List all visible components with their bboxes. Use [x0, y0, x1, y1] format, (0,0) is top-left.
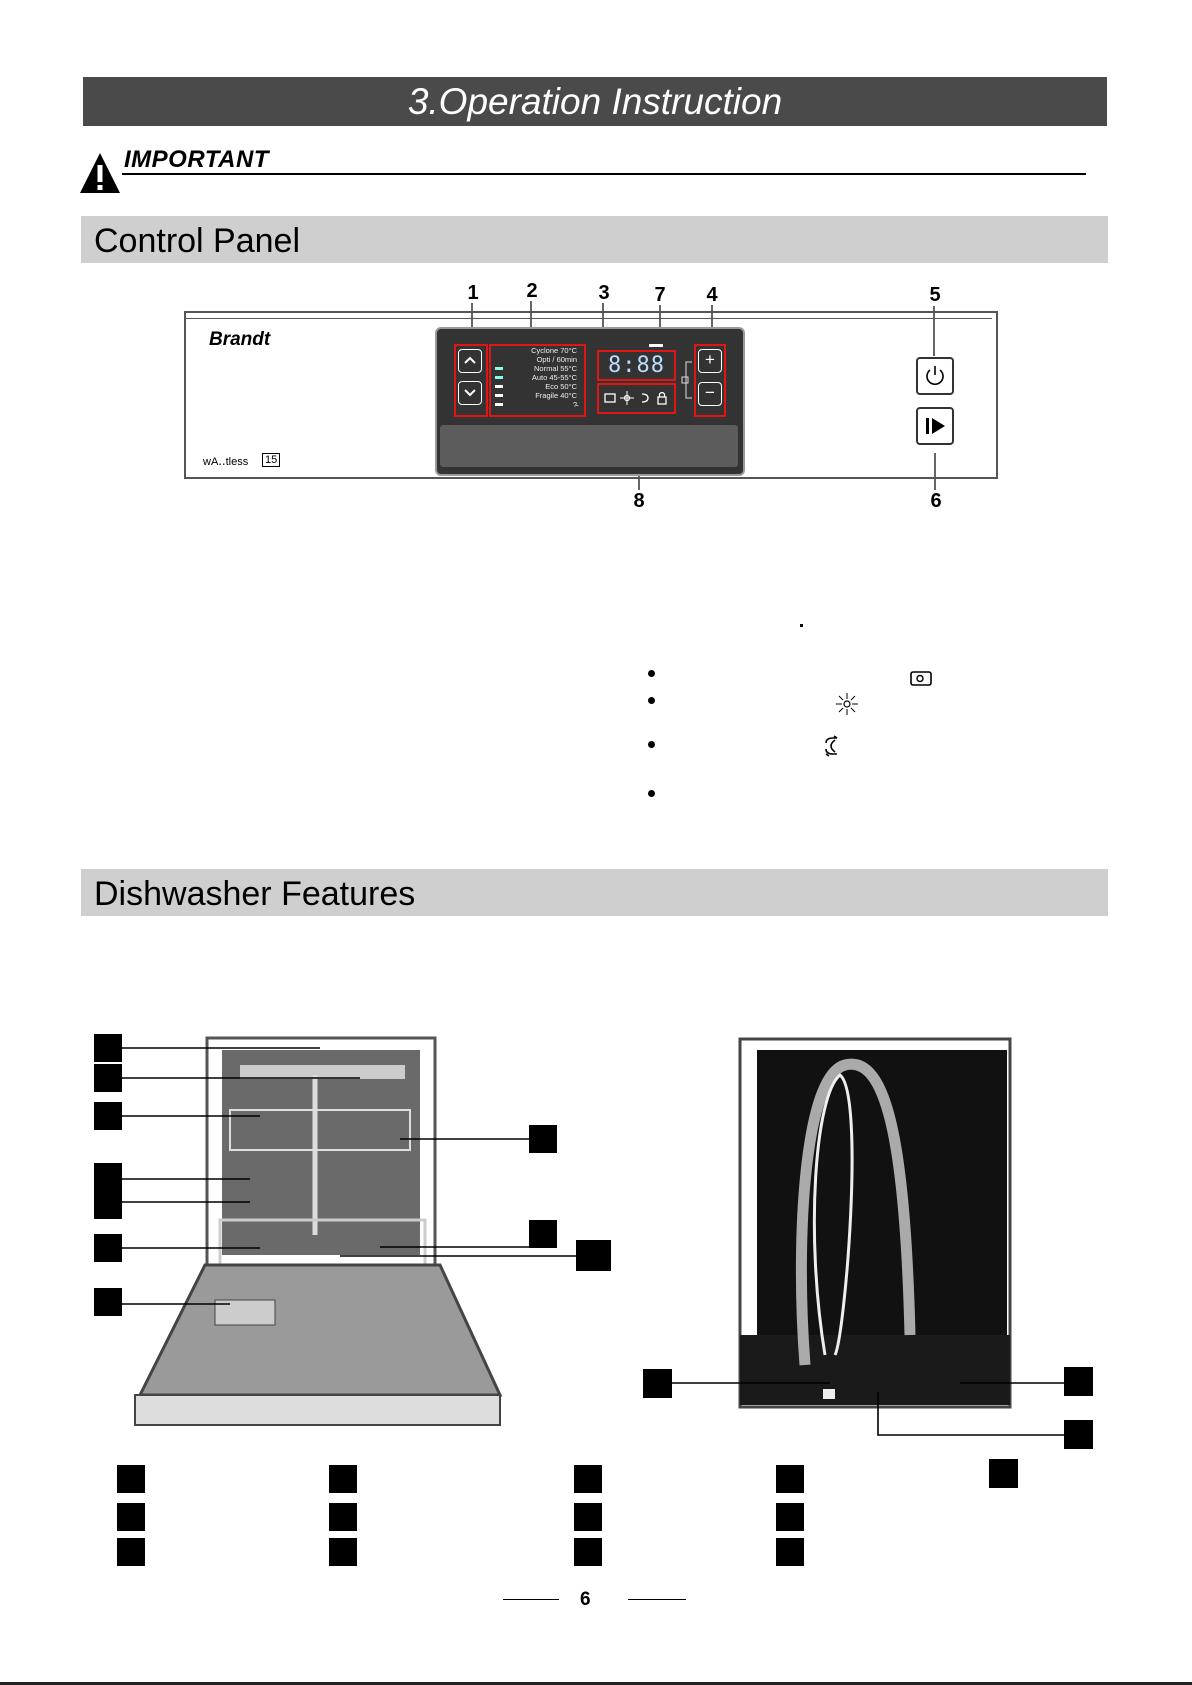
legend-marker [574, 1465, 602, 1493]
start-pause-button[interactable] [916, 407, 954, 445]
program-down-button[interactable] [458, 381, 482, 405]
bullet [648, 790, 655, 797]
important-label: IMPORTANT [124, 146, 269, 173]
time-display-value: 8:88 [608, 353, 665, 378]
rinse-icon [642, 394, 648, 402]
rinse-icon [822, 735, 842, 757]
feature-leader-lines [0, 1030, 1192, 1450]
program-item: Opti / 60min [536, 355, 577, 364]
footer-line-right [628, 1599, 686, 1600]
callout-8: 8 [633, 490, 645, 512]
dot-mark [800, 624, 803, 627]
program-item: ?̴ [495, 400, 579, 409]
callout-2: 2 [526, 280, 538, 302]
legend-marker [117, 1503, 145, 1531]
callout-1: 1 [467, 282, 479, 304]
power-icon [918, 359, 952, 393]
sun-icon [620, 391, 634, 405]
footer-line-left [503, 1599, 559, 1600]
feature-marker [643, 1369, 672, 1398]
callout-3: 3 [598, 282, 610, 304]
callout-6: 6 [930, 490, 942, 512]
callout-7: 7 [654, 284, 666, 306]
program-item: Cyclone 70°C [531, 346, 577, 355]
feature-marker [1064, 1420, 1093, 1449]
legend-marker [117, 1465, 145, 1493]
legend-marker [989, 1459, 1018, 1488]
legend-marker [329, 1538, 357, 1566]
page-title: 3.Operation Instruction [83, 77, 1107, 126]
wattless-badge: wA‥tless [203, 456, 249, 468]
bullet [648, 670, 655, 677]
legend-marker [776, 1465, 804, 1493]
features-header [81, 869, 1108, 916]
feature-marker [1064, 1367, 1093, 1396]
down-icon [460, 382, 480, 402]
bullet [648, 741, 655, 748]
display-lower-panel [440, 425, 738, 467]
start-pause-icon [918, 409, 952, 443]
program-item: Eco 50°C [495, 382, 579, 391]
tablet-icon [605, 394, 615, 402]
legend-marker [329, 1503, 357, 1531]
delay-minus-button[interactable]: − [698, 382, 722, 406]
function-indicators [597, 383, 676, 414]
callout-4: 4 [706, 284, 718, 306]
program-item: Fragile 40°C [495, 391, 579, 400]
legend-marker [117, 1538, 145, 1566]
page-number: 6 [580, 1589, 591, 1610]
features-title: Dishwasher Features [94, 875, 416, 913]
program-item: Auto 45-55°C [495, 373, 579, 382]
child-lock-bracket [680, 360, 694, 400]
place-settings-badge [262, 454, 280, 466]
sun-icon [835, 692, 859, 716]
control-panel-title: Control Panel [94, 222, 301, 260]
program-up-button[interactable] [458, 349, 482, 373]
panel-top-line [186, 318, 992, 319]
legend-marker [574, 1538, 602, 1566]
legend-marker [329, 1465, 357, 1493]
callout-5: 5 [929, 284, 941, 306]
power-button[interactable] [916, 357, 954, 395]
lock-icon [658, 393, 666, 405]
legend-marker [776, 1503, 804, 1531]
legend-marker [776, 1538, 804, 1566]
delay-indicator [649, 344, 663, 347]
place-settings-count: 15 [262, 453, 280, 467]
bullet [648, 697, 655, 704]
program-item: Normal 55°C [495, 364, 579, 373]
delay-plus-button[interactable]: + [698, 349, 722, 373]
time-display [597, 350, 676, 381]
up-icon [460, 350, 480, 370]
program-list [495, 346, 579, 409]
legend-marker [574, 1503, 602, 1531]
brand-logo: Brandt [209, 329, 271, 350]
tablet-icon [909, 669, 935, 689]
